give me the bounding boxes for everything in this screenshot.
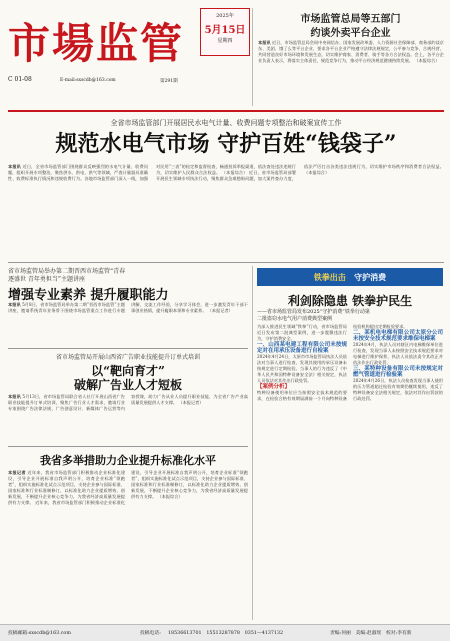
story2-headline: 增强专业素养 提升履职能力	[8, 288, 169, 303]
right-column-text: 近日，省市场监管局部署开展民生领域专项执法行动，聚焦群众急难愁盼问题，加大案件查办力度，依法严厉打击各类违法违规行为，切实维护市场秩序和消费者合法权益。	[156, 164, 444, 181]
case-1-law-label: 【案例分析】	[257, 384, 291, 390]
footer-email[interactable]: 投稿邮箱:sxscdb@163.com	[8, 631, 71, 636]
top-story-source: （本报综合）	[414, 58, 440, 63]
story2-body	[8, 302, 248, 346]
story2-source: （本报记者）	[207, 308, 233, 313]
story4-text-cont: 近年来，我省市场监管部门积极推动企业标准化建设，引导企业开展标准自我声明公开，培育企业标准“领跑者”，组织实施标准化试点示范项目，支持企业参与国际标准、国家标准和行业标准制修订，以标准化助力企业提质增效、创新发展，不断提升企业核心竞争力，为我省经济高质量发展提供有力支撑。	[35, 470, 248, 505]
story2-kicker-1: 省市场监管局举办第二期晋西市场监管“青春	[8, 268, 126, 275]
footer-bar	[0, 624, 450, 641]
column-divider-2	[252, 266, 253, 620]
story-divider-2	[8, 446, 248, 447]
section-body	[257, 324, 443, 620]
lead-text: 近日，全省市场监管部门围绕群众反映强烈的水电气计量、收费问题，组织开展专项整治，聚焦供水、供电、供气等领域，严查计量器具准确性、收费标准执行情况和违规收费行为。各地市场监管部门深入一线，加强对民用“三表”的检定和监督检查，畅通投诉举报渠道，依法查处违法违规行为，切实维护人民群众合法权益。	[8, 164, 296, 181]
case-2-body: 2024年4月，执法人员对辖区内电梯维保单位进行检查，发现当事人未按照安全技术规范要求对电梯进行维护保养，执法人员依法责令其改正并依法作出行政处罚。	[353, 342, 443, 365]
section-rule	[8, 262, 444, 263]
story3-body	[8, 394, 248, 442]
story-divider	[8, 348, 248, 349]
story3-headline-1: 以“靶向育才”	[91, 364, 165, 378]
top-story-byline: 本报讯	[258, 40, 271, 45]
story2-byline: 本报讯	[8, 302, 21, 307]
story4-source: （本报综合）	[157, 494, 183, 499]
section-subhead-1: ——省市场监管局发布2025“守护消费”铁拳行动第	[257, 309, 370, 315]
story4-byline: 本报记者	[8, 470, 26, 475]
column-divider	[252, 8, 253, 106]
date-year: 2025年	[216, 13, 234, 19]
right-column-source: （本报综合）	[304, 170, 330, 175]
lead-body	[8, 164, 444, 258]
case-1-title: 一、山西某电建工程有限公司未按规定对在用承压设备进行自检案	[257, 342, 347, 354]
banner-right: 守护消费	[354, 272, 387, 282]
story2-kicker-2: 逐盛世 青年勇担当”主题讲座	[8, 276, 85, 283]
story3-kicker: 省市场监管局开展山西省广告职业技能提升订单式培训	[55, 354, 200, 361]
date-day: 5月15日	[204, 25, 246, 36]
story3-source: （本报记者）	[178, 400, 204, 405]
story2-text: 5月8日，省市场监管局举办第二期“晋西市场监管”主题讲座，邀请系统青年业务骨干围绕市场监管重点工作进行专题讲解，交流工作经验，分享学习体会，进一步激发青年干部干事创业热情，提升履职本领和专业素养。	[8, 302, 248, 313]
story4-body	[8, 470, 248, 620]
story3-headline-2: 破解广告业人才短板	[73, 378, 182, 392]
date-weekday: 星期四	[217, 38, 233, 44]
case-2-title: 二、某机电电梯有限公司太原分公司未按安全技术规范要求维保电梯案	[353, 330, 443, 342]
banner-left: 铁拳出击	[313, 272, 346, 282]
top-story-headline-2: 约谈外卖平台企业	[310, 28, 391, 39]
case-1-law-text: 特种设备使用单位应当按照安全技术规范的要求，在检验合格有效期届满前一个月向特种设备检验机构提出定期检验要求。	[257, 324, 408, 401]
story3-byline: 本报讯	[8, 394, 21, 399]
lead-kicker: 全省市场监管部门开展居民水电气计量、收费问题专项整治和破案宣传工作	[110, 119, 342, 127]
case-3-body: 2024年4月26日，执法人员检查发现当事人使用的压力管道超过检验有效期仍继续使用，违反了特种设备安全法相关规定，依法对其作出罚款的行政处罚。	[353, 378, 443, 401]
case-3-title: 三、某特种设备有限公司未按规定对燃气管道进行检验案	[353, 366, 443, 378]
masthead-rule	[8, 110, 444, 112]
story3-text: 5月13日，省市场监管局联合省人社厅开展山西省广告职业技能提升订单式培训，聚焦广告行业人才需求，邀请行业专家围绕广告法律法规、广告创意设计、新媒体广告运营等内容授课，助力广告从业人员提升职业技能，为全省广告产业高质量发展提供人才支撑。	[8, 394, 248, 411]
section-banner	[257, 268, 443, 286]
top-story-headline-1: 市场监管总局等五部门	[300, 14, 401, 25]
issue-number: 第291期	[160, 79, 178, 84]
newspaper-logo: 市場监管	[8, 19, 185, 68]
footer-phones: 18536613701 15513287878 0351—4137132	[168, 631, 284, 636]
footer-hotline-label: 投稿电话:	[140, 631, 161, 636]
top-story-body	[258, 40, 444, 106]
section-intro: 为深入推进民生领域“铁拳”行动，省市场监管局近日发布第二批典型案例，进一步震慑违法行为，守护消费安全。	[257, 324, 347, 341]
story4-text: 近年来，我省市场监管部门积极推动企业标准化建设，引导企业开展标准自我声明公开，培育企业标准“领跑者”，组织实施标准化试点示范项目，支持企业参与国际标准、国家标准和行业标准制修订，以标准化助力企业提质增效、创新发展，不断提升企业核心竞争力，为我省经济高质量发展提供有力支撑。	[8, 470, 125, 505]
issue-code: C 01-08	[8, 76, 32, 83]
section-subhead-2: 二批盗窃水电气用户消费典型案例	[257, 316, 333, 322]
footer-editors: 责编:何丽 美编:赵淑瑶 校对:李有新	[330, 631, 412, 636]
section-headline: 利剑除隐患 铁拳护民生	[287, 294, 413, 308]
top-story-text: 近日，市场监管总局会同中央网信办、国家发展改革委、人力资源社会保障部、商务部约谈京东、美团、饿了么等平台企业，要求各平台企业严格遵守法律法规规定，公平参与竞争，合规经营，共同营造良好市场环境和发展生态，切实维护商家、消费者、骑手等各方合法权益。会上，各平台企业负责人表示，将落实主体责任，规范竞争行为，推动平台经济规范健康持续发展。	[258, 40, 444, 63]
lead-byline: 本报讯	[8, 164, 21, 169]
date-box	[200, 8, 250, 56]
lead-source: （本报综合）	[221, 170, 248, 175]
story4-headline: 我省多举措助力企业提升标准化水平	[40, 454, 216, 467]
lead-headline: 规范水电气市场 守护百姓“钱袋子”	[55, 131, 397, 157]
masthead-email[interactable]: E-mail:sxscdb@163.com	[60, 78, 116, 83]
case-1-body: 2024年4月24日，太原市市场监管局执法人员依法对当事人进行检查，发现其使用的承压设备未按规定进行定期检验。当事人的行为违反了《中华人民共和国特种设备安全法》相关规定，执法人员依法对其作出行政处罚。	[257, 354, 347, 383]
